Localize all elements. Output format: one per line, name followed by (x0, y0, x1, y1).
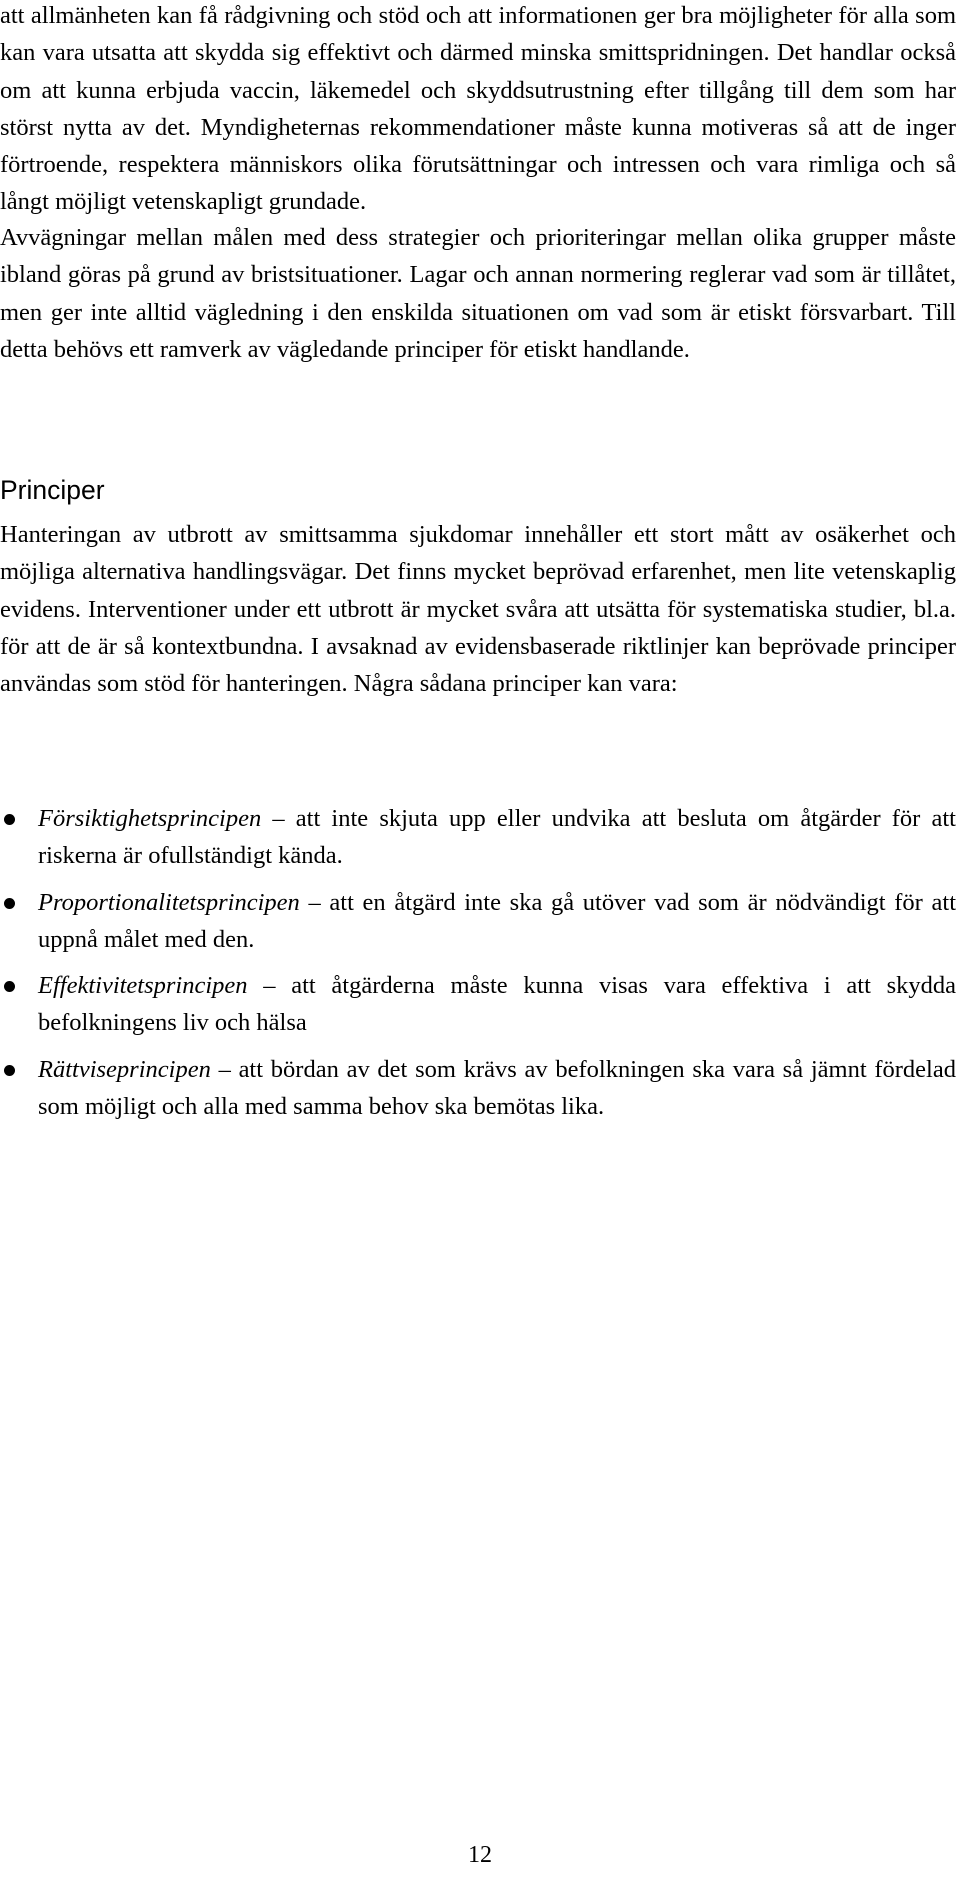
bullet-icon (4, 814, 15, 825)
principle-name: Försiktighetsprincipen (38, 805, 262, 832)
principle-description: – att en åtgärd inte ska gå utöver vad som är nödvändigt för att uppnå målet med den. (38, 888, 956, 953)
list-item (0, 884, 956, 959)
section-heading: Principer (0, 475, 105, 505)
list-item (0, 1051, 956, 1126)
body-paragraph: Hanteringan av utbrott av smittsamma sjukdomar innehåller ett stort mått av osäkerhet och möjliga alternativa handlingsvägar. Det finns mycket beprövad erfarenhet, men lite vetenskaplig evidens. Interventioner under ett utbrott är mycket svåra att utsätta för systematiska studier, bl.a. för att de är så kontextbundna. I avsaknad av evidensbaserade riktlinjer kan beprövade principer användas som stöd för hanteringen. Några sådana principer kan vara: (0, 521, 956, 698)
bullet-icon (4, 1065, 15, 1076)
principle-name: Proportionalitetsprincipen (38, 888, 300, 916)
principles-list (0, 800, 956, 1134)
body-paragraph: Avvägningar mellan målen med dess strategier och prioriteringar mellan olika grupper måste ibland göras på grund av bristsituationer. Lagar och annan normering reglerar vad som är tillåtet, men ger inte alltid vägledning i den enskilda situationen om vad som är etiskt försvarbart. Till detta behövs ett ramverk av vägledande principer för etiskt handlande. (0, 224, 956, 363)
body-paragraph: att allmänheten kan få rådgivning och stöd och att informationen ger bra möjligheter för alla som kan vara utsatta att skydda sig effektivt och därmed minska smittspridningen. Det handlar också om att kunna erbjuda vaccin, läkemedel och skyddsutrustning efter tillgång till dem som har störst nytta av det. Myndigheternas rekommendationer måste kunna motiveras så att de inger förtroende, respektera människors olika förutsättningar och intressen och vara rimliga och så långt möjligt vetenskapligt grundade. (0, 2, 956, 216)
principle-name: Rättviseprincipen (38, 1055, 211, 1083)
principle-description: – att inte skjuta upp eller undvika att besluta om åtgärder för att riskerna är ofullständigt kända. (38, 805, 956, 870)
principle-name: Effektivitetsprincipen (38, 972, 248, 1000)
bullet-icon (4, 981, 15, 992)
principle-description: – att åtgärderna måste kunna visas vara effektiva i att skydda befolkningens liv och hälsa (38, 972, 956, 1037)
list-item (0, 967, 956, 1042)
page-number: 12 (468, 1842, 492, 1868)
list-item (0, 800, 956, 875)
principle-description: – att bördan av det som krävs av befolkningen ska vara så jämnt fördelad som möjligt och alla med samma behov ska bemötas lika. (38, 1055, 956, 1121)
bullet-icon (4, 898, 15, 909)
